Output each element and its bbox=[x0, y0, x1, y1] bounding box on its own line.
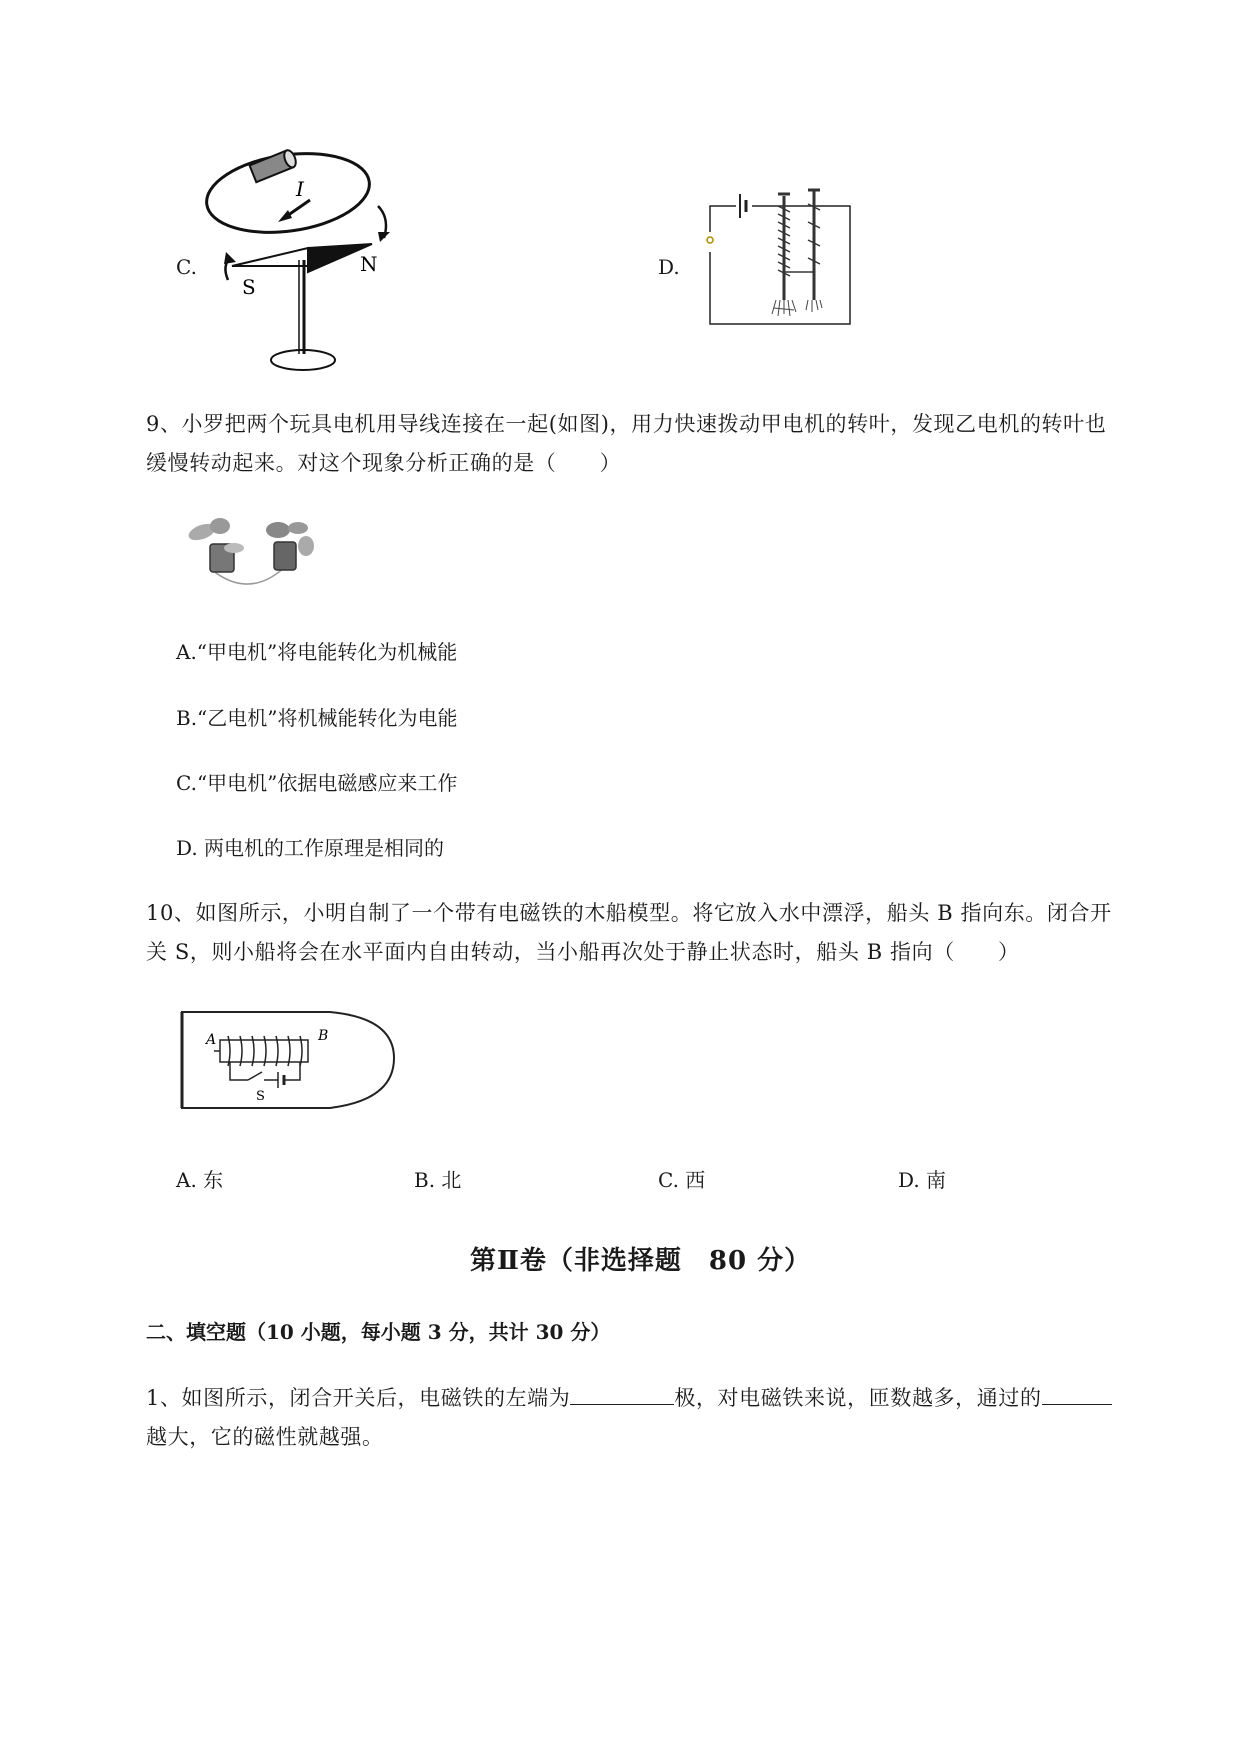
compass-coil-figure bbox=[200, 148, 410, 378]
q10-option-a[interactable]: A. 东 bbox=[176, 1168, 224, 1192]
q10-option-d[interactable]: D. 南 bbox=[898, 1168, 947, 1192]
n-pole-label: N bbox=[360, 252, 378, 276]
part2-title: 第Ⅱ卷（非选择题 80 分） bbox=[470, 1246, 812, 1276]
option-c-label: C. bbox=[176, 255, 197, 279]
q9-option-d[interactable]: D. 两电机的工作原理是相同的 bbox=[176, 836, 445, 860]
q9-stem-line1: 9、小罗把两个玩具电机用导线连接在一起(如图)，用力快速拨动甲电机的转叶，发现乙电机的转叶也 bbox=[146, 412, 1107, 436]
end-b-label: B bbox=[318, 1028, 329, 1044]
q9-option-a[interactable]: A.“甲电机”将电能转化为机械能 bbox=[176, 640, 458, 664]
fill1-text-b: 极，对电磁铁来说，匝数越多，通过的 bbox=[674, 1386, 1042, 1410]
fill1-text-a: 1、如图所示，闭合开关后，电磁铁的左端为 bbox=[146, 1386, 571, 1410]
q10-option-b[interactable]: B. 北 bbox=[414, 1168, 462, 1192]
q9-stem-line2: 缓慢转动起来。对这个现象分析正确的是（ ） bbox=[146, 451, 622, 475]
q10-stem-line1: 10、如图所示，小明自制了一个带有电磁铁的木船模型。将它放入水中漂浮，船头 B 指向东。闭合开 bbox=[146, 901, 1112, 925]
two-motors-figure bbox=[190, 516, 330, 590]
switch-s-label: S bbox=[256, 1089, 265, 1104]
fill-section-heading: 二、填空题（10 小题，每小题 3 分，共计 30 分） bbox=[146, 1320, 611, 1344]
fill1-blank-2[interactable] bbox=[1042, 1386, 1112, 1405]
electromagnet-nails-figure bbox=[700, 188, 860, 338]
q9-option-c[interactable]: C.“甲电机”依据电磁感应来工作 bbox=[176, 771, 458, 795]
current-label: I bbox=[296, 177, 304, 201]
end-a-label: A bbox=[206, 1032, 217, 1048]
boat-electromagnet-figure bbox=[178, 1008, 398, 1118]
fill1-line2: 越大，它的磁性就越强。 bbox=[146, 1425, 384, 1449]
q9-option-b[interactable]: B.“乙电机”将机械能转化为电能 bbox=[176, 706, 458, 730]
q10-stem-line2: 关 S，则小船将会在水平面内自由转动，当小船再次处于静止状态时，船头 B 指向（ ） bbox=[146, 940, 1020, 964]
q10-option-c[interactable]: C. 西 bbox=[658, 1168, 706, 1192]
option-d-label: D. bbox=[658, 255, 680, 279]
fill1-line1 bbox=[146, 1382, 1112, 1412]
s-pole-label: S bbox=[242, 275, 256, 299]
fill1-blank-1[interactable] bbox=[570, 1386, 674, 1405]
